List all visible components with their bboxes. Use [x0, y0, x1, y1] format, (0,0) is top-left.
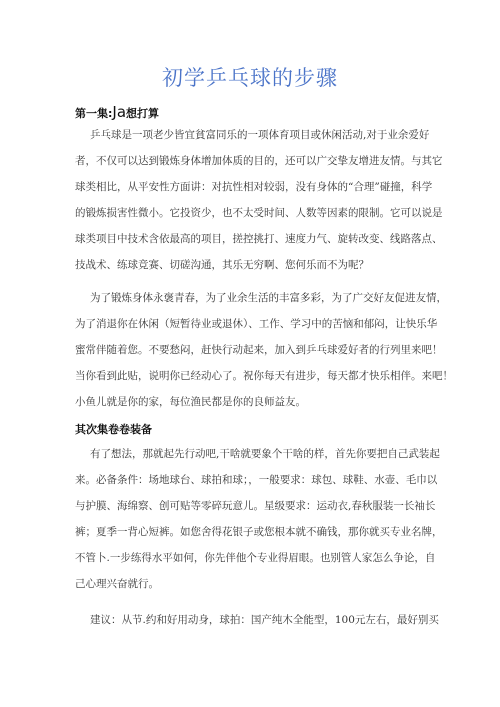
- document-title: 初学乒乓球的步骤: [162, 66, 338, 90]
- para-1-line-5: 球类项目中技术含依最高的项目，搓控挑打、速度力气、旋转改变、线路落点、: [75, 233, 443, 245]
- para-1-line-6: 技战术、练球竞赛、切磋沟通，其乐无穷啊、您何乐而不为呢？: [75, 259, 369, 271]
- para-1-line-2: 者，不仅可以达到锻炼身体增加体质的目的，还可以广交挚友增进友情。与其它: [75, 155, 443, 167]
- para-3-line-1: 有了想法，那就起先行动吧,干啥就要象个干啥的样，首先你要把自己武装起: [90, 448, 440, 460]
- para-3-line-6: 己心理兴奋就行。: [75, 578, 159, 590]
- para-1-line-4: 的锻炼损害性微小。它投资少，也不太受时间、人数等因素的限制。它可以说是: [75, 207, 443, 219]
- para-2-line-4: 当你看到此贴，说明你已经动心了。祝你每天有进步，每天都才快乐相伴。来吧！: [75, 370, 453, 382]
- section-1-heading-big: Ja: [112, 103, 127, 121]
- section-2-heading: 其次集卷卷装备: [75, 423, 152, 436]
- section-1-heading-suffix: 想打算: [126, 107, 160, 120]
- para-3-line-2: 来。必备条件：场地球台、球拍和球；，一般要求：球包、球鞋、水壶、毛巾以: [75, 474, 438, 486]
- para-1-line-3: 球类相比，从平安性方面讲：对抗性相对较弱，没有身体的“合理”碰撞，科学: [75, 181, 433, 193]
- para-3-line-4: 裤；夏季一背心短裤。如您舍得花银子或您根本就不确钱，那你就买专业名牌，: [75, 526, 443, 538]
- section-1-heading-prefix: 第一集:: [75, 107, 113, 120]
- para-2-line-5: 小鱼儿就是你的家，每位渔民都是你的良师益友。: [75, 396, 306, 408]
- para-3-line-5: 不管卜.一步练得水平如何，你先伴他个专业得眉眼。也别管人家怎么争论，自: [75, 552, 436, 564]
- para-3-line-3: 与护膜、海绵察、创可贴等零碎玩意儿。星级要求：运动衣,春秋服装一长袖长: [75, 500, 436, 512]
- section-1-heading: [75, 103, 159, 121]
- para-2-line-2: 为了消退你在休闲（短暂待业或退休）、工作、学习中的苦恼和郁闷，让快乐华: [75, 318, 438, 330]
- para-2-line-3: 蜜常伴随着您。不要愁闷，赶快行动起来，加入到乒乓球爱好者的行列里来吧！: [75, 344, 443, 356]
- para-1-line-1: 乒乓球是一项老少皆宜貧富同乐的一项体育项目或休闲活动,对于业余爱好: [90, 129, 430, 141]
- para-4-line-1: 建议：从节.约和好用动身，球拍：国产纯木全能型，100元左右，最好别买: [90, 614, 439, 626]
- para-2-line-1: 为了锻炼身体永褒青春，为了业余生活的丰富多彩，为了广交好友促进友情，: [90, 292, 447, 304]
